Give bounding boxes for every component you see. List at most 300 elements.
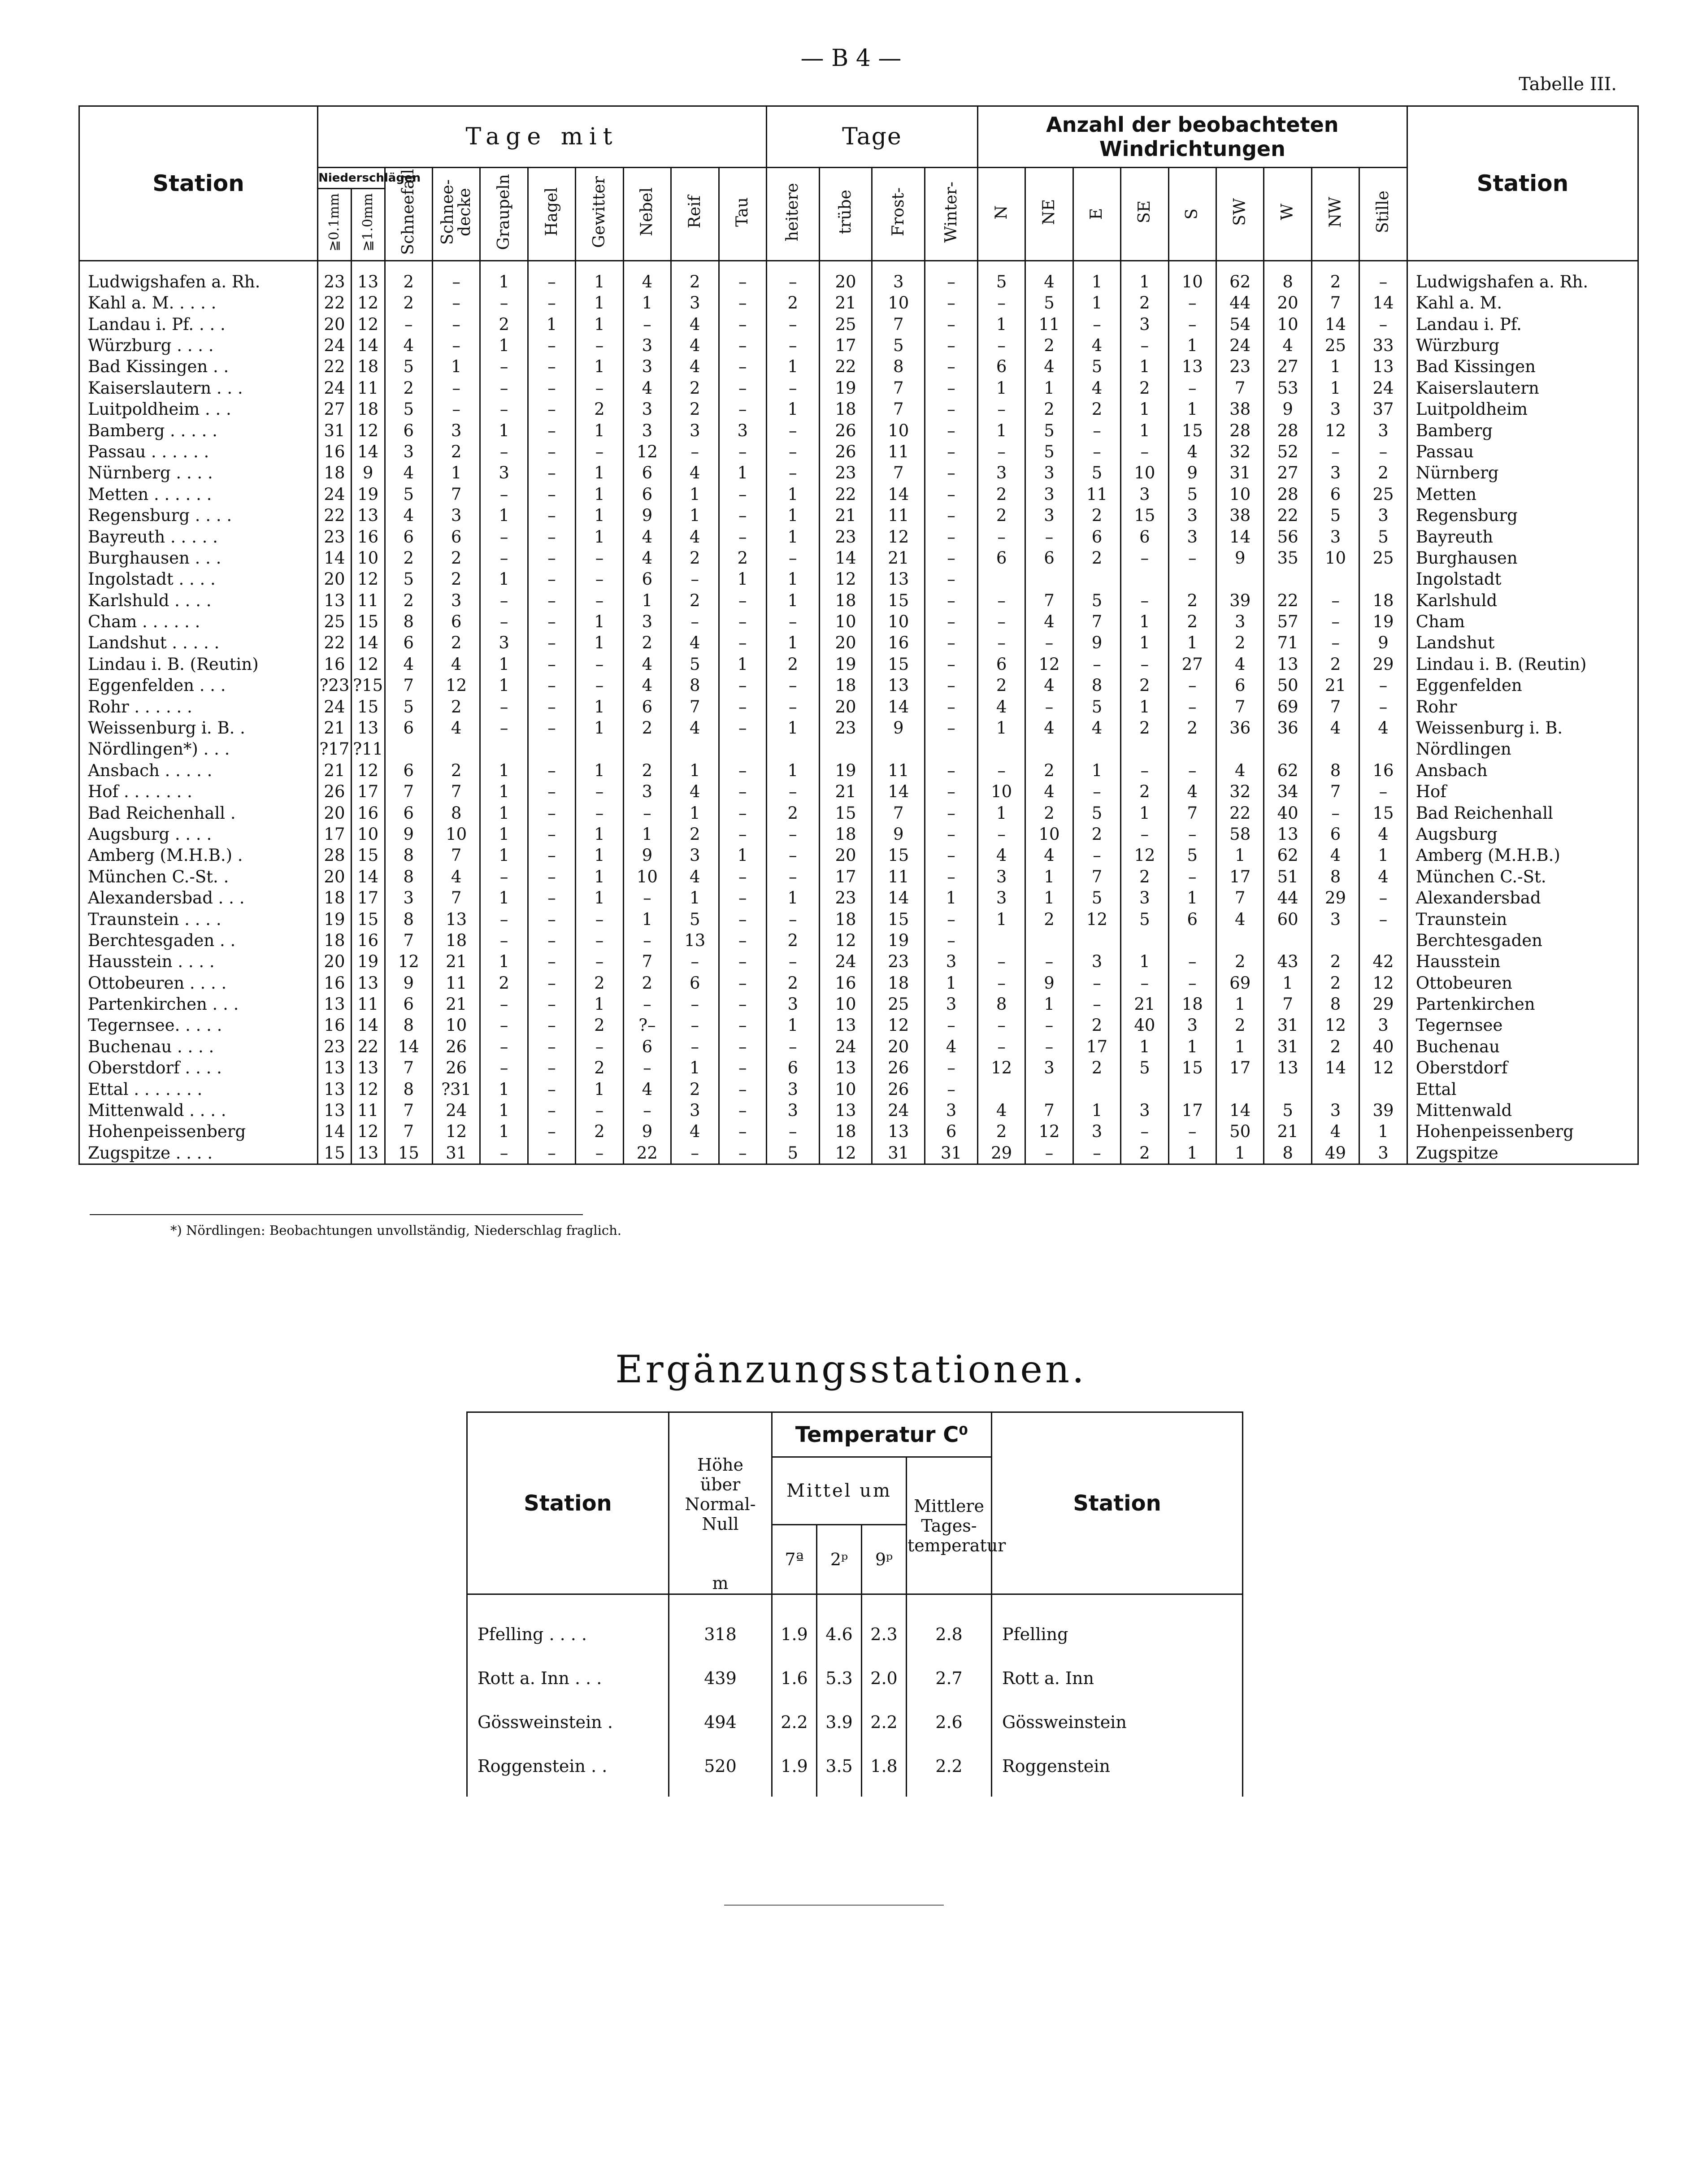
table-row bbox=[79, 569, 1638, 590]
cell-value: – bbox=[925, 696, 978, 717]
cell-value: 6 bbox=[623, 1036, 671, 1057]
cell-value: – bbox=[528, 654, 575, 675]
station-name-right: Nördlingen bbox=[1407, 738, 1638, 760]
cell-value: – bbox=[1359, 781, 1407, 802]
cell-value: 6 bbox=[385, 994, 432, 1015]
cell-value: 3 bbox=[623, 399, 671, 420]
cell-value: 7 bbox=[1025, 590, 1073, 611]
cell-value: – bbox=[1168, 866, 1216, 887]
cell-value: 2 bbox=[766, 930, 819, 951]
cell-value: 4 bbox=[385, 335, 432, 356]
table-row bbox=[79, 313, 1638, 334]
cell-value: 17 bbox=[351, 781, 385, 802]
cell-value: 6 bbox=[671, 973, 719, 994]
station-name-right: Berchtesgaden bbox=[1407, 930, 1638, 951]
cell-value: – bbox=[925, 802, 978, 823]
cell-value: 1 bbox=[719, 569, 766, 590]
cell-value: 4 bbox=[671, 1121, 719, 1142]
table-row bbox=[79, 378, 1638, 399]
cell-value: 24 bbox=[318, 378, 352, 399]
cell-value: – bbox=[1359, 261, 1407, 292]
cell-value: 3 bbox=[1121, 1100, 1168, 1121]
cell-value: 3 bbox=[623, 420, 671, 441]
cell-value: 4 bbox=[1264, 335, 1311, 356]
cell-value: 7 bbox=[872, 378, 925, 399]
cell-value: 8 bbox=[671, 675, 719, 696]
table-row bbox=[467, 1656, 1243, 1700]
cell-value: – bbox=[1359, 675, 1407, 696]
cell-value: 13 bbox=[318, 590, 352, 611]
cell-value bbox=[1311, 930, 1359, 951]
cell-value: 14 bbox=[351, 335, 385, 356]
cell-value: – bbox=[432, 399, 480, 420]
cell-value: 57 bbox=[1264, 611, 1311, 632]
cell-value: 4 bbox=[671, 781, 719, 802]
station-name-right: Ottobeuren bbox=[1407, 973, 1638, 994]
cell-value: 1 bbox=[1216, 845, 1264, 866]
cell-value: 33 bbox=[1359, 335, 1407, 356]
cell-value: 10 bbox=[1168, 261, 1216, 292]
cell-value: 1 bbox=[766, 505, 819, 526]
cell-value: – bbox=[528, 1057, 575, 1078]
cell-value: 40 bbox=[1121, 1015, 1168, 1036]
cell-value: – bbox=[623, 930, 671, 951]
cell-value: 21 bbox=[819, 505, 872, 526]
cell-value: 8 bbox=[385, 611, 432, 632]
cell-value: 9 bbox=[872, 824, 925, 845]
col-header: heitere bbox=[766, 168, 819, 261]
cell-value: 1 bbox=[480, 569, 528, 590]
cell-value bbox=[766, 738, 819, 760]
cell-value: 18 bbox=[351, 356, 385, 377]
cell-value: 3 bbox=[766, 994, 819, 1015]
cell-value bbox=[1168, 738, 1216, 760]
cell-value: 1 bbox=[576, 760, 623, 781]
cell-value: 1 bbox=[576, 866, 623, 887]
table-row bbox=[79, 973, 1638, 994]
station-name: Kaiserslautern . . . bbox=[79, 378, 318, 399]
col-header: Gewitter bbox=[576, 168, 623, 261]
cell-value: – bbox=[766, 462, 819, 483]
cell-value: – bbox=[623, 1100, 671, 1121]
cell-value: 14 bbox=[318, 547, 352, 569]
cell-value: 2 bbox=[1121, 781, 1168, 802]
cell-value: – bbox=[1121, 973, 1168, 994]
table-row bbox=[79, 505, 1638, 526]
bottom-rule bbox=[724, 1905, 944, 1906]
cell-value: 2 bbox=[766, 292, 819, 313]
station-name: Bamberg . . . . . bbox=[79, 420, 318, 441]
cell-value: 3 bbox=[385, 441, 432, 462]
cell-value: 1 bbox=[576, 887, 623, 908]
cell-value: 3 bbox=[671, 1100, 719, 1121]
cell-value: 8 bbox=[385, 1078, 432, 1099]
cell-value: 9 bbox=[1073, 632, 1120, 653]
cell-value: 1 bbox=[576, 611, 623, 632]
cell-value: 1 bbox=[1121, 261, 1168, 292]
table-row bbox=[79, 420, 1638, 441]
cell-value: 10 bbox=[872, 420, 925, 441]
cell-value: 3 bbox=[977, 866, 1025, 887]
cell-value: 4 bbox=[671, 356, 719, 377]
cell-value bbox=[1264, 930, 1311, 951]
cell-value: 1 bbox=[1073, 1100, 1120, 1121]
cell-value bbox=[1025, 1078, 1073, 1099]
cell-value: 26 bbox=[872, 1078, 925, 1099]
cell-value: – bbox=[925, 526, 978, 547]
cell-value: – bbox=[1073, 845, 1120, 866]
cell-value: 5 bbox=[1073, 696, 1120, 717]
cell-value: 62 bbox=[1216, 261, 1264, 292]
cell-value: 21 bbox=[819, 781, 872, 802]
cell-value: – bbox=[432, 313, 480, 334]
cell-value: 1 bbox=[1121, 632, 1168, 653]
cell-value bbox=[1216, 930, 1264, 951]
cell-value: 18 bbox=[432, 930, 480, 951]
cell-value: 1 bbox=[671, 760, 719, 781]
station-name-right: Würzburg bbox=[1407, 335, 1638, 356]
cell-value: 1 bbox=[480, 802, 528, 823]
cell-value: 15 bbox=[1168, 420, 1216, 441]
cell-value: 23 bbox=[1216, 356, 1264, 377]
cell-value: 17 bbox=[1216, 866, 1264, 887]
supplement-table bbox=[466, 1411, 1243, 1797]
cell-value: 16 bbox=[1359, 760, 1407, 781]
cell-value: 5 bbox=[1121, 908, 1168, 929]
cell-value bbox=[1025, 738, 1073, 760]
cell-value: – bbox=[528, 632, 575, 653]
station-name-right: Kaiserslautern bbox=[1407, 378, 1638, 399]
cell-value: 4 bbox=[432, 654, 480, 675]
cell-value: 3 bbox=[766, 1078, 819, 1099]
cell-value: 23 bbox=[819, 887, 872, 908]
cell-value: 5 bbox=[1121, 1057, 1168, 1078]
cell-value: – bbox=[1168, 675, 1216, 696]
station-name: Roggenstein . . bbox=[467, 1744, 669, 1797]
cell-value: 15 bbox=[872, 845, 925, 866]
cell-value: 21 bbox=[432, 994, 480, 1015]
cell-value: – bbox=[1073, 1142, 1120, 1164]
cell-value: 13 bbox=[318, 1100, 352, 1121]
cell-value: 23 bbox=[819, 462, 872, 483]
cell-value: 2 bbox=[977, 1121, 1025, 1142]
cell-value: 1 bbox=[480, 505, 528, 526]
cell-value bbox=[977, 1078, 1025, 1099]
cell-value: 10 bbox=[819, 1078, 872, 1099]
cell-value: 520 bbox=[669, 1744, 772, 1797]
col-header: Graupeln bbox=[480, 168, 528, 261]
cell-value: – bbox=[925, 781, 978, 802]
cell-value: 19 bbox=[351, 484, 385, 505]
cell-value: – bbox=[1025, 632, 1073, 653]
cell-value: 22 bbox=[318, 356, 352, 377]
cell-value: 2 bbox=[671, 590, 719, 611]
cell-value: 12 bbox=[1311, 420, 1359, 441]
cell-value: 4 bbox=[977, 845, 1025, 866]
cell-value: 16 bbox=[318, 654, 352, 675]
cell-value: 1 bbox=[766, 887, 819, 908]
station-name-right: Bad Reichenhall bbox=[1407, 802, 1638, 823]
cell-value: – bbox=[671, 441, 719, 462]
cell-value bbox=[623, 738, 671, 760]
cell-value: 6 bbox=[385, 802, 432, 823]
cell-value: 22 bbox=[318, 505, 352, 526]
cell-value: – bbox=[766, 1121, 819, 1142]
cell-value: 12 bbox=[1025, 654, 1073, 675]
cell-value: 6 bbox=[1073, 526, 1120, 547]
col-header: N bbox=[977, 168, 1025, 261]
cell-value: 15 bbox=[1359, 802, 1407, 823]
group-wind: Anzahl der beobachteten Windrichtungen bbox=[977, 106, 1407, 168]
cell-value: 4 bbox=[1168, 441, 1216, 462]
cell-value: 5 bbox=[1359, 526, 1407, 547]
cell-value: – bbox=[766, 866, 819, 887]
cell-value: 6 bbox=[977, 356, 1025, 377]
cell-value bbox=[819, 738, 872, 760]
cell-value: 36 bbox=[1264, 717, 1311, 738]
cell-value: – bbox=[623, 887, 671, 908]
cell-value: 2.7 bbox=[907, 1656, 992, 1700]
cell-value: 49 bbox=[1311, 1142, 1359, 1164]
cell-value: – bbox=[528, 696, 575, 717]
cell-value: 1 bbox=[1121, 356, 1168, 377]
cell-value bbox=[872, 738, 925, 760]
cell-value: 9 bbox=[1168, 462, 1216, 483]
cell-value: 1 bbox=[766, 484, 819, 505]
cell-value: – bbox=[925, 654, 978, 675]
cell-value: 13 bbox=[1359, 356, 1407, 377]
cell-value: 11 bbox=[872, 760, 925, 781]
cell-value: 8 bbox=[1311, 760, 1359, 781]
cell-value: – bbox=[528, 547, 575, 569]
table-row bbox=[79, 1142, 1638, 1164]
time-header-9p: 9ᵖ bbox=[862, 1525, 907, 1594]
cell-value: 3 bbox=[1025, 505, 1073, 526]
cell-value: – bbox=[925, 569, 978, 590]
station-name-right: Rohr bbox=[1407, 696, 1638, 717]
col-header: Frost- bbox=[872, 168, 925, 261]
cell-value: 3 bbox=[925, 1100, 978, 1121]
cell-value: 22 bbox=[1216, 802, 1264, 823]
cell-value: – bbox=[719, 760, 766, 781]
station-name: Eggenfelden . . . bbox=[79, 675, 318, 696]
cell-value: 32 bbox=[1216, 781, 1264, 802]
cell-value: 10 bbox=[432, 824, 480, 845]
cell-value: 1 bbox=[977, 802, 1025, 823]
cell-value: – bbox=[528, 1100, 575, 1121]
cell-value: – bbox=[623, 1057, 671, 1078]
cell-value: 34 bbox=[1264, 781, 1311, 802]
cell-value: – bbox=[719, 335, 766, 356]
cell-value: – bbox=[1168, 951, 1216, 972]
station-name-right: Luitpoldheim bbox=[1407, 399, 1638, 420]
cell-value: 11 bbox=[872, 441, 925, 462]
table-row bbox=[79, 845, 1638, 866]
col-header: Stille bbox=[1359, 168, 1407, 261]
cell-value: 3 bbox=[623, 611, 671, 632]
cell-value: 13 bbox=[432, 908, 480, 929]
station-name: Metten . . . . . . bbox=[79, 484, 318, 505]
cell-value: 8 bbox=[1311, 994, 1359, 1015]
cell-value: 29 bbox=[1311, 887, 1359, 908]
cell-value: 54 bbox=[1216, 313, 1264, 334]
cell-value: – bbox=[719, 824, 766, 845]
cell-value: 1 bbox=[480, 675, 528, 696]
cell-value: 11 bbox=[351, 994, 385, 1015]
station-name-right: München C.-St. bbox=[1407, 866, 1638, 887]
cell-value bbox=[1311, 738, 1359, 760]
cell-value: 2 bbox=[1073, 1057, 1120, 1078]
cell-value: 3 bbox=[385, 887, 432, 908]
cell-value: 19 bbox=[819, 654, 872, 675]
cell-value: 1 bbox=[480, 1100, 528, 1121]
cell-value: 1 bbox=[432, 356, 480, 377]
station-name-right: Karlshuld bbox=[1407, 590, 1638, 611]
cell-value: 1 bbox=[576, 292, 623, 313]
cell-value: – bbox=[1025, 526, 1073, 547]
cell-value: 6 bbox=[623, 569, 671, 590]
cell-value: 1 bbox=[1311, 378, 1359, 399]
cell-value: ?15 bbox=[351, 675, 385, 696]
cell-value: 1 bbox=[925, 973, 978, 994]
cell-value: 13 bbox=[819, 1100, 872, 1121]
cell-value: – bbox=[480, 1142, 528, 1164]
cell-value: 1 bbox=[1168, 1036, 1216, 1057]
cell-value: 27 bbox=[318, 399, 352, 420]
cell-value: 1 bbox=[719, 654, 766, 675]
cell-value: 12 bbox=[1121, 845, 1168, 866]
cell-value: 7 bbox=[385, 781, 432, 802]
cell-value: 24 bbox=[819, 951, 872, 972]
cell-value: 318 bbox=[669, 1594, 772, 1657]
cell-value: 43 bbox=[1264, 951, 1311, 972]
cell-value: 5 bbox=[385, 569, 432, 590]
cell-value: – bbox=[1121, 335, 1168, 356]
station-name: Tegernsee. . . . . bbox=[79, 1015, 318, 1036]
cell-value: – bbox=[671, 951, 719, 972]
cell-value: 2.6 bbox=[907, 1700, 992, 1744]
cell-value: 1 bbox=[528, 313, 575, 334]
cell-value: 1 bbox=[1216, 1142, 1264, 1164]
cell-value: – bbox=[766, 441, 819, 462]
cell-value: – bbox=[671, 1036, 719, 1057]
cell-value: 12 bbox=[819, 569, 872, 590]
supplement-table-body bbox=[467, 1594, 1243, 1797]
station-name-right: Ludwigshafen a. Rh. bbox=[1407, 261, 1638, 292]
table-row bbox=[79, 908, 1638, 929]
cell-value: 1 bbox=[977, 420, 1025, 441]
cell-value: 2 bbox=[1359, 462, 1407, 483]
cell-value: 3 bbox=[1359, 505, 1407, 526]
col-header: SE bbox=[1121, 168, 1168, 261]
cell-value: 11 bbox=[351, 1100, 385, 1121]
cell-value: 19 bbox=[872, 930, 925, 951]
station-name: Burghausen . . . bbox=[79, 547, 318, 569]
cell-value: 3 bbox=[1121, 484, 1168, 505]
cell-value: 13 bbox=[872, 1121, 925, 1142]
cell-value: 9 bbox=[1359, 632, 1407, 653]
cell-value: – bbox=[480, 930, 528, 951]
cell-value: 18 bbox=[819, 908, 872, 929]
cell-value: – bbox=[925, 632, 978, 653]
cell-value: – bbox=[1359, 696, 1407, 717]
cell-value: 15 bbox=[819, 802, 872, 823]
cell-value: 4 bbox=[1216, 654, 1264, 675]
cell-value: 9 bbox=[385, 824, 432, 845]
station-name: Karlshuld . . . . bbox=[79, 590, 318, 611]
col-header: E bbox=[1073, 168, 1120, 261]
cell-value: – bbox=[719, 261, 766, 292]
cell-value: 3 bbox=[1025, 1057, 1073, 1078]
cell-value bbox=[1311, 1078, 1359, 1099]
cell-value: 15 bbox=[385, 1142, 432, 1164]
cell-value: – bbox=[528, 462, 575, 483]
cell-value: ?– bbox=[623, 1015, 671, 1036]
cell-value: – bbox=[766, 824, 819, 845]
cell-value: 3.5 bbox=[817, 1744, 862, 1797]
cell-value: 2 bbox=[385, 292, 432, 313]
cell-value: 1 bbox=[623, 590, 671, 611]
cell-value: 13 bbox=[351, 1057, 385, 1078]
cell-value: 2 bbox=[719, 547, 766, 569]
cell-value: – bbox=[925, 547, 978, 569]
cell-value: – bbox=[1311, 441, 1359, 462]
cell-value: 4 bbox=[623, 547, 671, 569]
cell-value: – bbox=[719, 717, 766, 738]
cell-value bbox=[1216, 569, 1264, 590]
cell-value: 23 bbox=[318, 1036, 352, 1057]
cell-value: 12 bbox=[819, 930, 872, 951]
cell-value: 22 bbox=[318, 632, 352, 653]
cell-value: 6 bbox=[623, 696, 671, 717]
cell-value: 22 bbox=[1264, 505, 1311, 526]
cell-value: 4 bbox=[671, 717, 719, 738]
station-header-left: Station bbox=[79, 106, 318, 261]
cell-value: 1 bbox=[480, 335, 528, 356]
cell-value: 4 bbox=[1073, 717, 1120, 738]
station-name-right: Lindau i. B. (Reutin) bbox=[1407, 654, 1638, 675]
cell-value: 21 bbox=[1311, 675, 1359, 696]
supplement-table-container bbox=[466, 1411, 1242, 1797]
cell-value: – bbox=[719, 802, 766, 823]
cell-value: 3 bbox=[1073, 1121, 1120, 1142]
table-row bbox=[79, 611, 1638, 632]
cell-value: 2 bbox=[385, 590, 432, 611]
cell-value: 16 bbox=[318, 973, 352, 994]
cell-value: 4 bbox=[385, 462, 432, 483]
footnote: *) Nördlingen: Beobachtungen unvollständig, Niederschlag fraglich. bbox=[170, 1223, 622, 1238]
cell-value: 4 bbox=[432, 866, 480, 887]
cell-value: 1 bbox=[671, 505, 719, 526]
cell-value: 7 bbox=[1216, 378, 1264, 399]
station-name: Traunstein . . . . bbox=[79, 908, 318, 929]
cell-value: – bbox=[925, 845, 978, 866]
cell-value: 2 bbox=[385, 378, 432, 399]
cell-value: 12 bbox=[432, 1121, 480, 1142]
cell-value: – bbox=[480, 526, 528, 547]
table-row bbox=[79, 696, 1638, 717]
cell-value: 6 bbox=[385, 526, 432, 547]
cell-value: 13 bbox=[872, 569, 925, 590]
cell-value: – bbox=[528, 292, 575, 313]
station-name: Landau i. Pf. . . . bbox=[79, 313, 318, 334]
cell-value: 2 bbox=[623, 973, 671, 994]
cell-value: 24 bbox=[432, 1100, 480, 1121]
col-header: Schnee- decke bbox=[432, 168, 480, 261]
cell-value: 2 bbox=[766, 654, 819, 675]
table-row bbox=[79, 675, 1638, 696]
cell-value: 1 bbox=[671, 887, 719, 908]
